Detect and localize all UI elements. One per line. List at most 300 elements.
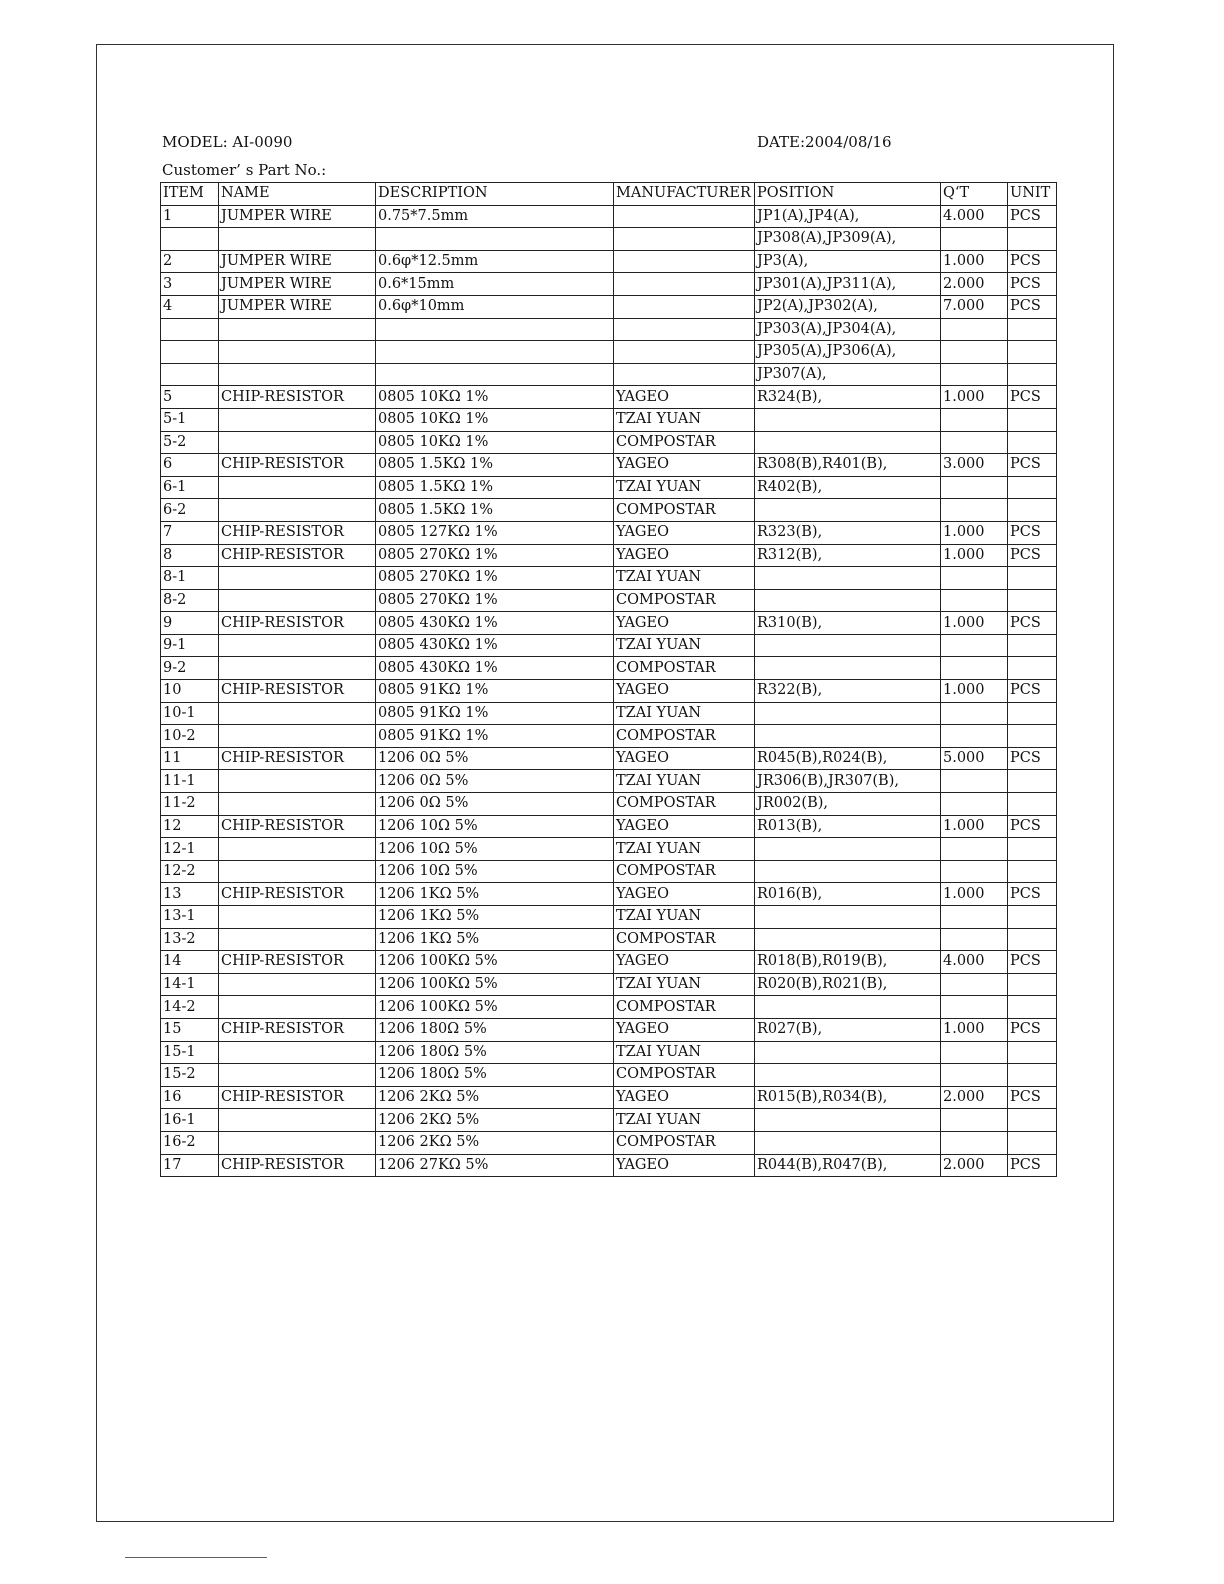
table-row	[161, 1109, 1057, 1132]
cell-qty	[941, 725, 1008, 748]
table-row	[161, 476, 1057, 499]
cell-qty: 1.000	[941, 1018, 1008, 1041]
cell-description: 1206 27KΩ 5%	[376, 1154, 614, 1177]
cell-item: 5-2	[161, 431, 219, 454]
cell-name	[219, 589, 376, 612]
col-header-name: NAME	[219, 183, 376, 206]
cell-position: R308(B),R401(B),	[755, 454, 941, 477]
cell-manufacturer	[614, 250, 755, 273]
cell-position	[755, 702, 941, 725]
cell-unit	[1008, 973, 1057, 996]
cell-manufacturer	[614, 295, 755, 318]
cell-unit: PCS	[1008, 815, 1057, 838]
col-header-qty: Q‘T	[941, 183, 1008, 206]
cell-qty	[941, 793, 1008, 816]
cell-position	[755, 567, 941, 590]
table-row	[161, 250, 1057, 273]
cell-name	[219, 973, 376, 996]
cell-name	[219, 860, 376, 883]
table-row	[161, 454, 1057, 477]
cell-description: 1206 1KΩ 5%	[376, 906, 614, 929]
cell-qty	[941, 431, 1008, 454]
bom-table	[160, 182, 1057, 1177]
cell-item: 9-2	[161, 657, 219, 680]
cell-description: 0805 127KΩ 1%	[376, 521, 614, 544]
cell-description: 1206 180Ω 5%	[376, 1018, 614, 1041]
cell-position: R402(B),	[755, 476, 941, 499]
cell-position: R323(B),	[755, 521, 941, 544]
cell-qty	[941, 476, 1008, 499]
cell-unit: PCS	[1008, 454, 1057, 477]
table-row	[161, 906, 1057, 929]
cell-unit	[1008, 702, 1057, 725]
cell-item	[161, 228, 219, 251]
cell-name	[219, 499, 376, 522]
cell-description	[376, 318, 614, 341]
cell-position: R045(B),R024(B),	[755, 747, 941, 770]
cell-position	[755, 408, 941, 431]
cell-unit	[1008, 725, 1057, 748]
cell-position: JP303(A),JP304(A),	[755, 318, 941, 341]
cell-manufacturer: TZAI YUAN	[614, 702, 755, 725]
cell-qty	[941, 341, 1008, 364]
cell-description: 0805 270KΩ 1%	[376, 567, 614, 590]
cell-position: JP305(A),JP306(A),	[755, 341, 941, 364]
table-body	[161, 205, 1057, 1177]
cell-description: 1206 2KΩ 5%	[376, 1086, 614, 1109]
table-row	[161, 295, 1057, 318]
cell-manufacturer: COMPOSTAR	[614, 499, 755, 522]
cell-qty: 2.000	[941, 273, 1008, 296]
cell-description: 1206 100KΩ 5%	[376, 973, 614, 996]
table-row	[161, 205, 1057, 228]
cell-name: CHIP-RESISTOR	[219, 951, 376, 974]
cell-item: 11	[161, 747, 219, 770]
cell-manufacturer: YAGEO	[614, 680, 755, 703]
table-row	[161, 747, 1057, 770]
cell-qty	[941, 363, 1008, 386]
cell-name: CHIP-RESISTOR	[219, 1018, 376, 1041]
cell-manufacturer	[614, 363, 755, 386]
cell-manufacturer: COMPOSTAR	[614, 860, 755, 883]
cell-manufacturer	[614, 273, 755, 296]
cell-qty	[941, 770, 1008, 793]
table-row	[161, 228, 1057, 251]
cell-qty: 1.000	[941, 250, 1008, 273]
cell-unit: PCS	[1008, 1086, 1057, 1109]
cell-description: 0805 91KΩ 1%	[376, 680, 614, 703]
cell-unit	[1008, 906, 1057, 929]
table-row	[161, 1041, 1057, 1064]
table-row	[161, 273, 1057, 296]
cell-manufacturer: YAGEO	[614, 951, 755, 974]
table-row	[161, 1064, 1057, 1087]
cell-name: CHIP-RESISTOR	[219, 1154, 376, 1177]
footer-link-underline	[125, 1557, 267, 1558]
cell-name: CHIP-RESISTOR	[219, 747, 376, 770]
cell-unit	[1008, 634, 1057, 657]
cell-manufacturer	[614, 318, 755, 341]
cell-qty: 2.000	[941, 1086, 1008, 1109]
cell-unit	[1008, 1041, 1057, 1064]
cell-name	[219, 476, 376, 499]
cell-unit	[1008, 476, 1057, 499]
cell-qty: 4.000	[941, 205, 1008, 228]
cell-item: 12-1	[161, 838, 219, 861]
table-row	[161, 860, 1057, 883]
cell-position: JP308(A),JP309(A),	[755, 228, 941, 251]
cell-position: R027(B),	[755, 1018, 941, 1041]
cell-description: 0.75*7.5mm	[376, 205, 614, 228]
cell-manufacturer: TZAI YUAN	[614, 634, 755, 657]
cell-description: 1206 2KΩ 5%	[376, 1109, 614, 1132]
cell-manufacturer	[614, 205, 755, 228]
cell-description: 0805 430KΩ 1%	[376, 657, 614, 680]
cell-item: 12-2	[161, 860, 219, 883]
col-header-description: DESCRIPTION	[376, 183, 614, 206]
cell-qty	[941, 589, 1008, 612]
cell-description: 0805 10KΩ 1%	[376, 431, 614, 454]
cell-qty	[941, 318, 1008, 341]
table-row	[161, 973, 1057, 996]
cell-manufacturer: TZAI YUAN	[614, 770, 755, 793]
cell-name: JUMPER WIRE	[219, 250, 376, 273]
cell-qty	[941, 1041, 1008, 1064]
cell-unit	[1008, 589, 1057, 612]
cell-qty	[941, 838, 1008, 861]
cell-unit: PCS	[1008, 1018, 1057, 1041]
cell-unit	[1008, 793, 1057, 816]
cell-position	[755, 1041, 941, 1064]
cell-unit: PCS	[1008, 544, 1057, 567]
cell-qty: 2.000	[941, 1154, 1008, 1177]
cell-name: CHIP-RESISTOR	[219, 612, 376, 635]
cell-item: 14-2	[161, 996, 219, 1019]
cell-item: 12	[161, 815, 219, 838]
cell-name	[219, 318, 376, 341]
cell-name: CHIP-RESISTOR	[219, 883, 376, 906]
cell-position	[755, 499, 941, 522]
cell-qty: 1.000	[941, 521, 1008, 544]
cell-item: 13-1	[161, 906, 219, 929]
cell-description: 1206 100KΩ 5%	[376, 996, 614, 1019]
cell-name	[219, 928, 376, 951]
cell-manufacturer: TZAI YUAN	[614, 1041, 755, 1064]
cell-description: 0805 1.5KΩ 1%	[376, 499, 614, 522]
cell-item: 1	[161, 205, 219, 228]
cell-name: JUMPER WIRE	[219, 273, 376, 296]
cell-position: JP1(A),JP4(A),	[755, 205, 941, 228]
cell-qty: 1.000	[941, 386, 1008, 409]
cell-name	[219, 770, 376, 793]
cell-description: 0.6φ*12.5mm	[376, 250, 614, 273]
cell-qty: 1.000	[941, 612, 1008, 635]
table-row	[161, 702, 1057, 725]
cell-name	[219, 1064, 376, 1087]
cell-position	[755, 1064, 941, 1087]
cell-item: 10-2	[161, 725, 219, 748]
cell-unit: PCS	[1008, 250, 1057, 273]
cell-description: 1206 1KΩ 5%	[376, 928, 614, 951]
cell-position	[755, 928, 941, 951]
cell-manufacturer: YAGEO	[614, 544, 755, 567]
cell-manufacturer: YAGEO	[614, 1154, 755, 1177]
cell-item: 10-1	[161, 702, 219, 725]
cell-description: 0805 10KΩ 1%	[376, 386, 614, 409]
cell-description	[376, 341, 614, 364]
table-row	[161, 521, 1057, 544]
cell-position: R020(B),R021(B),	[755, 973, 941, 996]
cell-qty: 5.000	[941, 747, 1008, 770]
cell-unit	[1008, 838, 1057, 861]
cell-manufacturer: YAGEO	[614, 747, 755, 770]
cell-unit	[1008, 431, 1057, 454]
cell-unit	[1008, 499, 1057, 522]
cell-position	[755, 1109, 941, 1132]
cell-qty: 1.000	[941, 883, 1008, 906]
cell-name	[219, 634, 376, 657]
cell-item: 15-1	[161, 1041, 219, 1064]
cell-item: 5	[161, 386, 219, 409]
cell-item: 15	[161, 1018, 219, 1041]
cell-description: 1206 0Ω 5%	[376, 793, 614, 816]
cell-name: CHIP-RESISTOR	[219, 680, 376, 703]
cell-qty	[941, 499, 1008, 522]
cell-qty	[941, 702, 1008, 725]
cell-qty	[941, 408, 1008, 431]
cell-position: R018(B),R019(B),	[755, 951, 941, 974]
cell-manufacturer: TZAI YUAN	[614, 476, 755, 499]
cell-manufacturer: COMPOSTAR	[614, 928, 755, 951]
cell-unit: PCS	[1008, 273, 1057, 296]
table-row	[161, 589, 1057, 612]
cell-name	[219, 1131, 376, 1154]
cell-description: 1206 0Ω 5%	[376, 747, 614, 770]
table-row	[161, 1154, 1057, 1177]
table-row	[161, 499, 1057, 522]
cell-qty	[941, 1131, 1008, 1154]
cell-name	[219, 793, 376, 816]
cell-unit	[1008, 928, 1057, 951]
cell-item: 6-1	[161, 476, 219, 499]
cell-position	[755, 906, 941, 929]
cell-position	[755, 589, 941, 612]
cell-name: CHIP-RESISTOR	[219, 544, 376, 567]
table-row	[161, 1086, 1057, 1109]
cell-position: JP307(A),	[755, 363, 941, 386]
cell-name	[219, 725, 376, 748]
cell-qty	[941, 928, 1008, 951]
cell-name	[219, 363, 376, 386]
table-row	[161, 680, 1057, 703]
cell-name	[219, 567, 376, 590]
table-row	[161, 363, 1057, 386]
cell-manufacturer: COMPOSTAR	[614, 996, 755, 1019]
cell-name	[219, 341, 376, 364]
cell-name	[219, 657, 376, 680]
cell-manufacturer: TZAI YUAN	[614, 408, 755, 431]
cell-manufacturer: TZAI YUAN	[614, 906, 755, 929]
cell-description: 1206 2KΩ 5%	[376, 1131, 614, 1154]
cell-qty	[941, 1109, 1008, 1132]
col-header-position: POSITION	[755, 183, 941, 206]
col-header-item: ITEM	[161, 183, 219, 206]
date-label: DATE:2004/08/16	[757, 133, 892, 151]
table-row	[161, 1018, 1057, 1041]
cell-description: 1206 10Ω 5%	[376, 838, 614, 861]
cell-unit: PCS	[1008, 295, 1057, 318]
cell-item: 8-2	[161, 589, 219, 612]
cell-name	[219, 838, 376, 861]
cell-item	[161, 341, 219, 364]
cell-description: 1206 10Ω 5%	[376, 815, 614, 838]
table-row	[161, 996, 1057, 1019]
cell-description: 1206 1KΩ 5%	[376, 883, 614, 906]
cell-item: 11-1	[161, 770, 219, 793]
table-row	[161, 612, 1057, 635]
cell-unit: PCS	[1008, 386, 1057, 409]
cell-item: 16-1	[161, 1109, 219, 1132]
cell-unit	[1008, 318, 1057, 341]
cell-description: 0.6*15mm	[376, 273, 614, 296]
cell-description: 0805 91KΩ 1%	[376, 725, 614, 748]
cell-position: JP3(A),	[755, 250, 941, 273]
cell-item: 8	[161, 544, 219, 567]
cell-name	[219, 431, 376, 454]
cell-unit	[1008, 1131, 1057, 1154]
table-row	[161, 634, 1057, 657]
cell-item	[161, 318, 219, 341]
cell-manufacturer: YAGEO	[614, 521, 755, 544]
cell-position	[755, 725, 941, 748]
table-row	[161, 567, 1057, 590]
cell-unit	[1008, 567, 1057, 590]
cell-name: CHIP-RESISTOR	[219, 815, 376, 838]
table-row	[161, 883, 1057, 906]
cell-description: 1206 180Ω 5%	[376, 1064, 614, 1087]
cell-item: 4	[161, 295, 219, 318]
cell-name	[219, 408, 376, 431]
cell-unit	[1008, 996, 1057, 1019]
cell-name: JUMPER WIRE	[219, 295, 376, 318]
cell-description: 1206 100KΩ 5%	[376, 951, 614, 974]
cell-item: 10	[161, 680, 219, 703]
cell-position	[755, 860, 941, 883]
cell-qty	[941, 906, 1008, 929]
cell-description: 0.6φ*10mm	[376, 295, 614, 318]
table-row	[161, 318, 1057, 341]
cell-item: 16	[161, 1086, 219, 1109]
cell-description: 1206 180Ω 5%	[376, 1041, 614, 1064]
cell-name: CHIP-RESISTOR	[219, 1086, 376, 1109]
table-row	[161, 544, 1057, 567]
cell-manufacturer: YAGEO	[614, 815, 755, 838]
cell-qty	[941, 228, 1008, 251]
cell-qty: 7.000	[941, 295, 1008, 318]
cell-manufacturer: YAGEO	[614, 612, 755, 635]
cell-position: JR002(B),	[755, 793, 941, 816]
cell-item: 11-2	[161, 793, 219, 816]
table-row	[161, 815, 1057, 838]
cell-manufacturer: YAGEO	[614, 883, 755, 906]
table-row	[161, 408, 1057, 431]
cell-name	[219, 906, 376, 929]
cell-position	[755, 431, 941, 454]
cell-description	[376, 228, 614, 251]
cell-description: 1206 0Ω 5%	[376, 770, 614, 793]
cell-name	[219, 1109, 376, 1132]
cell-item: 7	[161, 521, 219, 544]
table-row	[161, 928, 1057, 951]
cell-description	[376, 363, 614, 386]
cell-qty	[941, 634, 1008, 657]
cell-qty	[941, 1064, 1008, 1087]
customer-part-label: Customer’ s Part No.:	[162, 161, 327, 179]
cell-qty: 1.000	[941, 544, 1008, 567]
cell-manufacturer	[614, 341, 755, 364]
cell-item: 9-1	[161, 634, 219, 657]
cell-unit	[1008, 228, 1057, 251]
cell-manufacturer: COMPOSTAR	[614, 589, 755, 612]
cell-name	[219, 996, 376, 1019]
cell-position	[755, 1131, 941, 1154]
cell-description: 0805 270KΩ 1%	[376, 544, 614, 567]
cell-position	[755, 657, 941, 680]
cell-position	[755, 634, 941, 657]
cell-qty	[941, 996, 1008, 1019]
cell-unit: PCS	[1008, 521, 1057, 544]
cell-item: 17	[161, 1154, 219, 1177]
cell-description: 0805 10KΩ 1%	[376, 408, 614, 431]
cell-manufacturer: COMPOSTAR	[614, 657, 755, 680]
cell-manufacturer: TZAI YUAN	[614, 567, 755, 590]
cell-unit: PCS	[1008, 205, 1057, 228]
cell-item: 6-2	[161, 499, 219, 522]
cell-item: 13	[161, 883, 219, 906]
cell-position: R324(B),	[755, 386, 941, 409]
cell-manufacturer: TZAI YUAN	[614, 838, 755, 861]
cell-manufacturer: YAGEO	[614, 386, 755, 409]
cell-qty: 3.000	[941, 454, 1008, 477]
cell-manufacturer: YAGEO	[614, 454, 755, 477]
cell-unit: PCS	[1008, 747, 1057, 770]
cell-position: R013(B),	[755, 815, 941, 838]
cell-manufacturer: TZAI YUAN	[614, 1109, 755, 1132]
cell-manufacturer: YAGEO	[614, 1018, 755, 1041]
cell-position: JR306(B),JR307(B),	[755, 770, 941, 793]
cell-item: 5-1	[161, 408, 219, 431]
cell-qty	[941, 973, 1008, 996]
cell-item: 6	[161, 454, 219, 477]
cell-qty: 1.000	[941, 680, 1008, 703]
col-header-unit: UNIT	[1008, 183, 1057, 206]
cell-qty: 1.000	[941, 815, 1008, 838]
cell-description: 0805 91KΩ 1%	[376, 702, 614, 725]
cell-unit	[1008, 860, 1057, 883]
cell-unit: PCS	[1008, 883, 1057, 906]
cell-position: R322(B),	[755, 680, 941, 703]
cell-name	[219, 1041, 376, 1064]
cell-qty: 4.000	[941, 951, 1008, 974]
cell-name: CHIP-RESISTOR	[219, 386, 376, 409]
cell-unit: PCS	[1008, 951, 1057, 974]
cell-name: CHIP-RESISTOR	[219, 521, 376, 544]
cell-unit	[1008, 1109, 1057, 1132]
cell-position: R310(B),	[755, 612, 941, 635]
cell-position: R016(B),	[755, 883, 941, 906]
table-row	[161, 793, 1057, 816]
cell-qty	[941, 657, 1008, 680]
